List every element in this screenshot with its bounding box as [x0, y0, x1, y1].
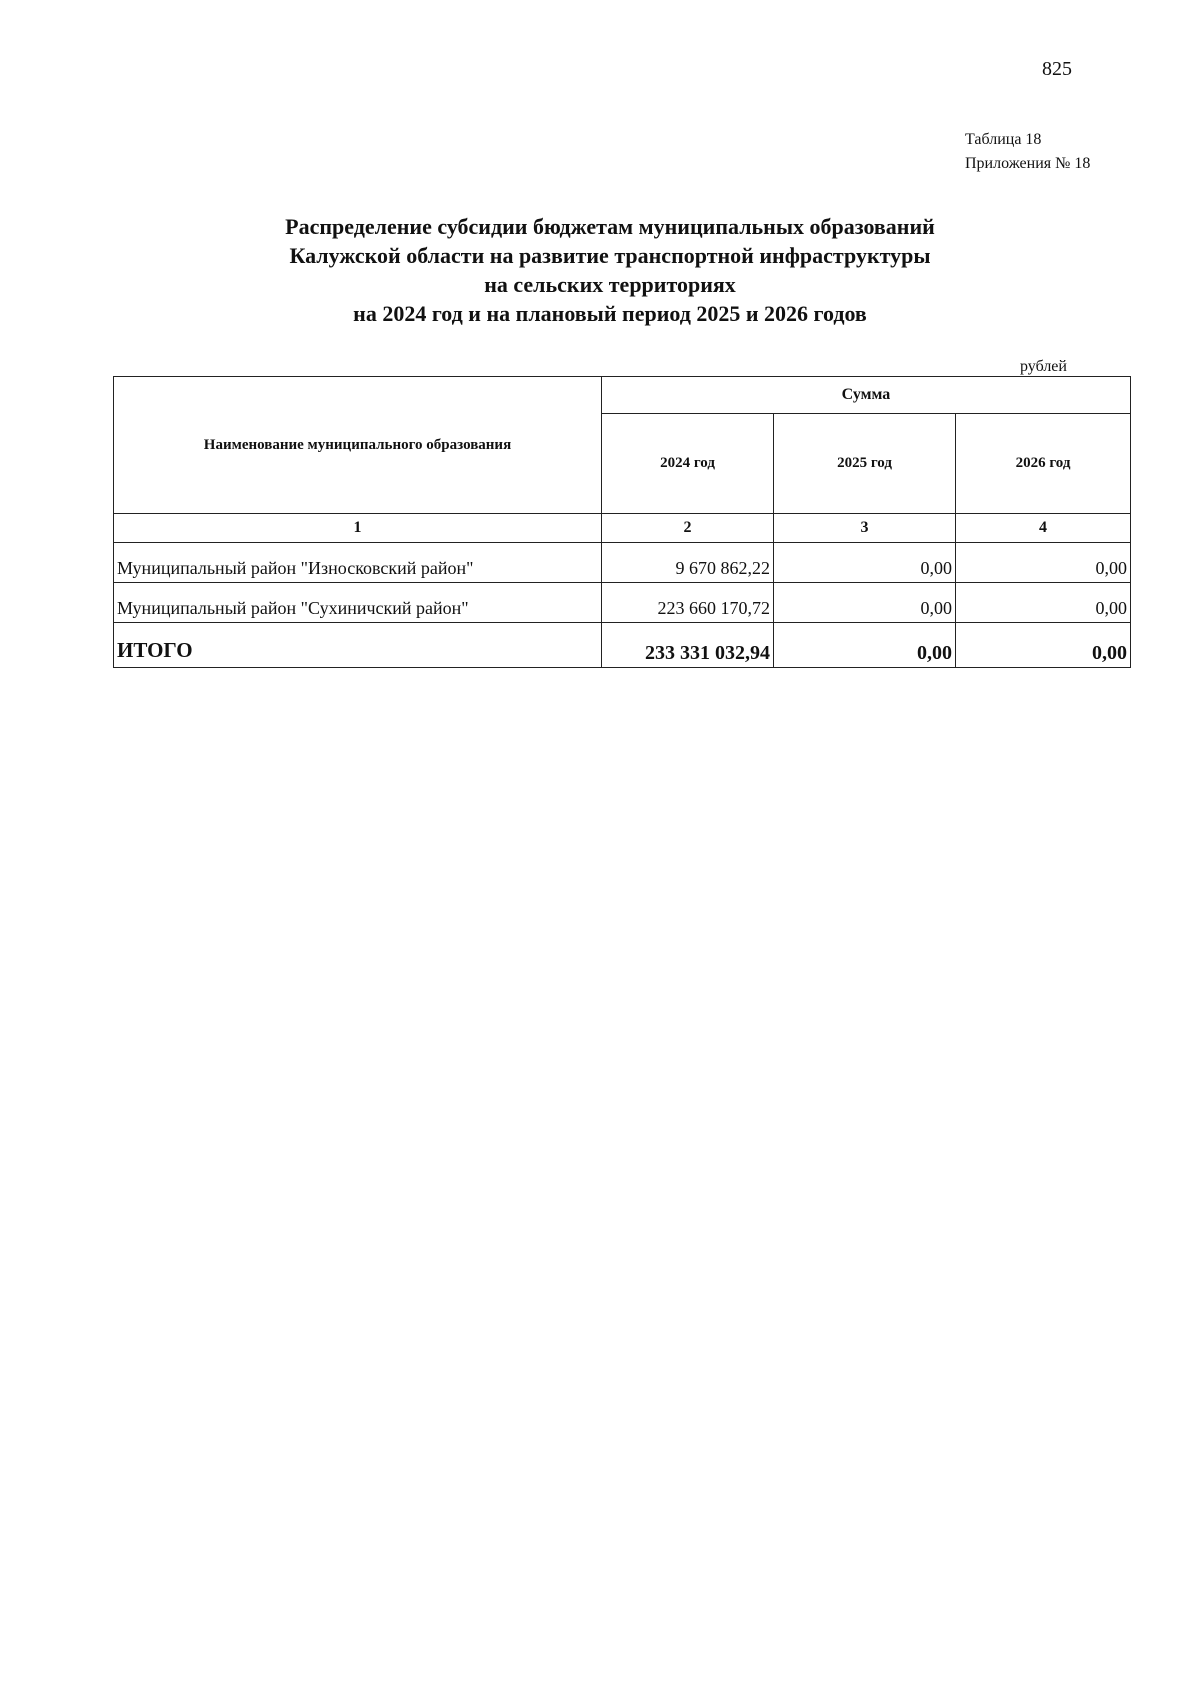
appendix-reference: [965, 128, 1090, 176]
title-line-2: Калужской области на развитие транспортной инфраструктуры: [289, 243, 931, 268]
table-reference: Таблица 18: [965, 131, 1042, 148]
header-row-top: [114, 377, 1131, 414]
title-line-1: Распределение субсидии бюджетам муниципальных образований: [285, 214, 935, 239]
amount-2025: 0,00: [774, 583, 956, 623]
document-title: [110, 212, 1110, 328]
municipality-name: Муниципальный район "Сухиничский район": [114, 583, 602, 623]
total-label: ИТОГО: [114, 623, 602, 668]
header-year-2025: 2025 год: [774, 414, 956, 514]
header-sum: Сумма: [602, 377, 1131, 414]
column-number-3: 3: [774, 514, 956, 543]
table-row: [114, 543, 1131, 583]
amount-2025: 0,00: [774, 543, 956, 583]
column-number-4: 4: [956, 514, 1131, 543]
total-2026: 0,00: [956, 623, 1131, 668]
appendix-number: Приложения № 18: [965, 155, 1091, 172]
municipality-name: Муниципальный район "Износковский район": [114, 543, 602, 583]
amount-2024: 223 660 170,72: [602, 583, 774, 623]
amount-2026: 0,00: [956, 583, 1131, 623]
total-2025: 0,00: [774, 623, 956, 668]
column-number-1: 1: [114, 514, 602, 543]
title-line-4: на 2024 год и на плановый период 2025 и 2026 годов: [353, 301, 867, 326]
page-number: 825: [1042, 58, 1072, 80]
subsidy-table: [113, 376, 1131, 668]
total-2024: 233 331 032,94: [602, 623, 774, 668]
amount-2024: 9 670 862,22: [602, 543, 774, 583]
header-year-2024: 2024 год: [602, 414, 774, 514]
column-number-row: [114, 514, 1131, 543]
table-row: [114, 583, 1131, 623]
title-line-3: на сельских территориях: [484, 272, 736, 297]
total-row: [114, 623, 1131, 668]
header-municipality-name: Наименование муниципального образования: [114, 377, 602, 514]
units-label: рублей: [1020, 358, 1067, 375]
column-number-2: 2: [602, 514, 774, 543]
header-year-2026: 2026 год: [956, 414, 1131, 514]
amount-2026: 0,00: [956, 543, 1131, 583]
